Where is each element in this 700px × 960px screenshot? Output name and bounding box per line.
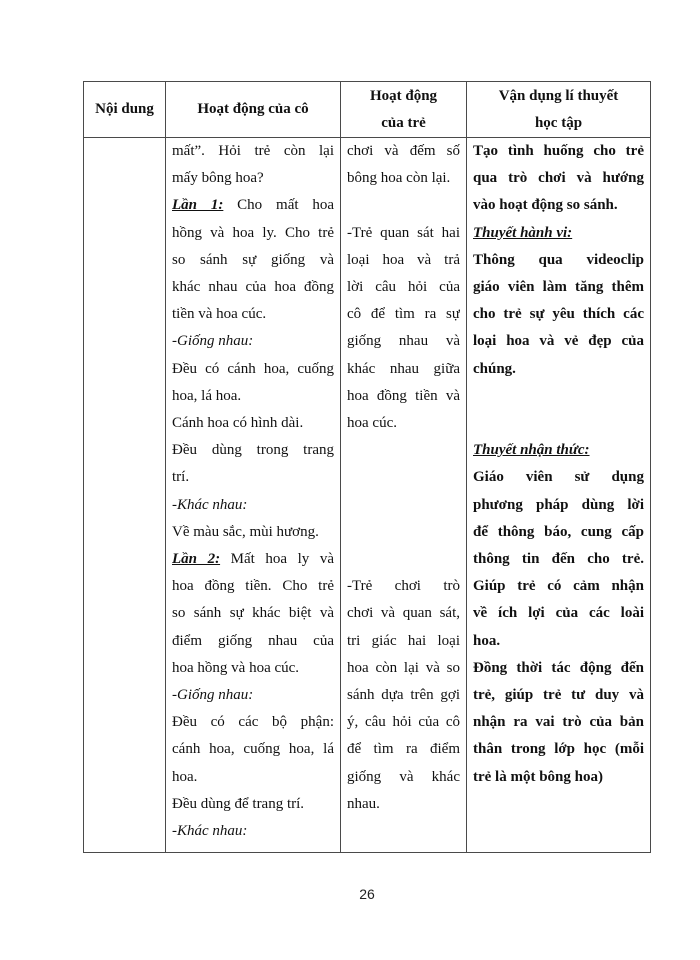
text-line: thân trong lớp học (mỗi [473,741,644,758]
text-line [347,192,460,219]
text-line: Đều có cánh hoa, cuống [172,360,334,377]
text-line: mất”. Hỏi trẻ còn lại [172,143,334,159]
text-line: -Trẻ quan sát hai [347,224,460,241]
text-line: so sánh sự khác biệt và [172,605,334,622]
text-line: bông hoa còn lại. [347,170,451,187]
text-line [347,519,460,546]
text-line: Tạo tình huống cho trẻ [473,143,644,159]
text-line: -Trẻ chơi trò [347,578,460,595]
section-label: Lần 2: [172,551,221,568]
text-line: chơi và quan sát, [347,605,460,622]
cell-noi-dung [84,138,166,853]
text-line [473,437,644,464]
header-line: Nội dung [95,101,154,117]
text-line: giáo viên làm tăng thêm [473,279,644,296]
section-label: Lần 1: [172,197,224,214]
text-line: Đều dùng trong trang [172,442,334,459]
header-hoat-dong-cua-co [166,82,341,138]
text-line: -Khác nhau: [172,823,248,840]
text-line: trẻ là một bông hoa) [473,768,603,785]
text-line: để thông báo, cung cấp [473,523,644,540]
text-line: -Giống nhau: [172,333,254,350]
child-activity-text [341,138,466,818]
text-line: Giáo viên sử dụng [473,469,644,486]
text-line: Đều có các bộ phận: [172,714,334,731]
header-hoat-dong-cua-tre [341,82,467,138]
cell-hoat-dong-cua-co [166,138,341,853]
text-line [347,437,460,464]
text-line: Thông qua videoclip [473,251,644,268]
text-line: lời câu hỏi của [347,279,460,295]
text-line: Đều dùng để trang trí. [172,795,305,812]
header-line: học tập [534,114,583,131]
text-line [473,383,644,410]
text-line [473,410,644,437]
text-line: điểm giống nhau của [172,632,334,649]
text-line: hoa đồng tiền. Cho trẻ [172,578,334,595]
text-line: khác nhau giữa [347,360,460,377]
cell-van-dung-li-thuyet [467,138,651,853]
theory-heading: Thuyết nhận thức: [473,442,590,459]
text-line: tri giác hai loại [347,632,460,649]
teacher-activity-text [166,138,340,845]
text-line: cánh hoa, cuống hoa, lá [172,741,334,758]
header-line: Vận dụng lí thuyết [498,87,619,104]
text-line: hoa. [172,768,198,785]
text-line: khác nhau của hoa đồng [172,279,334,296]
text-line: hồng và hoa ly. Cho trẻ [172,224,334,241]
text-line [172,546,334,573]
theory-application-text [467,138,650,791]
text-line [473,220,644,247]
header-line: Hoạt động [369,87,438,104]
text-line: hoa, lá hoa. [172,387,242,404]
header-noi-dung [84,82,166,138]
cell-hoat-dong-cua-tre [341,138,467,853]
text-line [172,192,334,219]
text-line: để tìm ra điểm [347,741,460,758]
text-line: -Giống nhau: [172,687,254,704]
header-van-dung-li-thuyet [467,82,651,138]
text-line: loại hoa và trả [347,251,460,268]
text-line: chơi và đếm số [347,143,460,159]
text-line: giống nhau và [347,333,460,350]
page-number: 26 [359,886,375,902]
text-line: loại hoa và vẻ đẹp của [473,333,644,350]
text-line [347,464,460,491]
text-line [347,492,460,519]
text-line: trẻ, giúp trẻ tư duy và [473,687,644,704]
text-line: hoa cúc. [347,415,397,432]
text-line [347,546,460,573]
text-line: ý, câu hỏi của cô [347,714,460,731]
header-line: của trẻ [381,114,426,131]
text-line: giống và khác [347,768,460,785]
text-line: so sánh sự giống và [172,251,334,268]
text-line: hoa. [473,632,501,649]
text-line: sánh dựa trên gợi [347,686,460,703]
table-row [84,138,651,853]
theory-heading: Thuyết hành vi: [473,224,573,241]
text-line: hoa còn lại và so [347,659,460,676]
header-line: Hoạt động của cô [197,101,309,117]
text-line: mấy bông hoa? [172,170,264,187]
text-line: Giúp trẻ có cảm nhận [473,578,644,595]
text-line: hoa hồng và hoa cúc. [172,659,300,676]
text-line: trí. [172,469,190,486]
line-text: Cho mất hoa [223,197,334,214]
text-line: Về màu sắc, mùi hương. [172,523,319,540]
text-line: vào hoạt động so sánh. [473,197,618,214]
text-line: chúng. [473,360,516,377]
text-line: cho trẻ sự yêu thích các [473,306,644,323]
text-line: Cánh hoa có hình dài. [172,415,304,432]
lesson-plan-table [83,81,651,853]
text-line: nhận ra vai trò của bản [473,714,644,731]
text-line: Đồng thời tác động đến [473,659,644,676]
text-line: cô để tìm ra sự [347,306,460,323]
text-line: thông tin đến cho trẻ. [473,551,644,568]
text-line: qua trò chơi và hướng [473,170,644,187]
table-header-row [84,82,651,138]
text-line: tiền và hoa cúc. [172,306,267,323]
text-line: -Khác nhau: [172,496,248,513]
line-text: Mất hoa ly và [220,551,334,568]
text-line: về ích lợi của các loài [473,605,644,622]
text-line: nhau. [347,795,380,812]
text-line: hoa đồng tiền và [347,387,460,404]
text-line: phương pháp dùng lời [473,496,644,513]
